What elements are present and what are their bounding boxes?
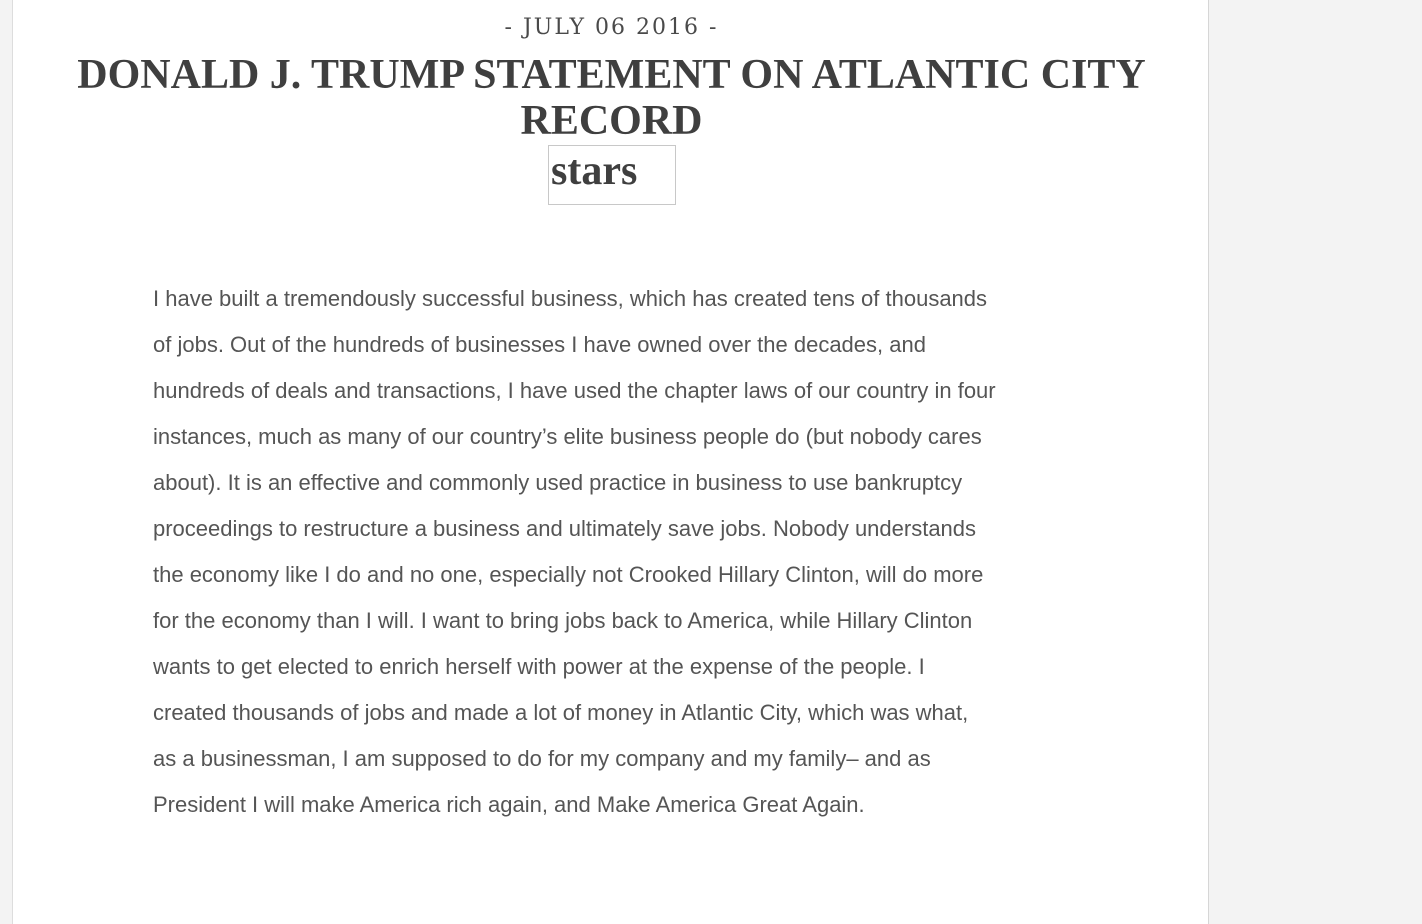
body-line: hundreds of deals and transactions, I have used the chapter laws of our country in four bbox=[153, 378, 996, 403]
body-line: proceedings to restructure a business and ultimately save jobs. Nobody understands bbox=[153, 516, 977, 541]
body-line: I have built a tremendously successful business, which has created tens of thousands bbox=[153, 286, 988, 311]
body-line: instances, much as many of our country’s elite business people do (but nobody cares bbox=[153, 424, 982, 449]
article-body bbox=[153, 276, 1093, 828]
body-line: of jobs. Out of the hundreds of businesses I have owned over the decades, and bbox=[153, 332, 926, 357]
article-title: DONALD J. TRUMP STATEMENT ON ATLANTIC CITY RECORD bbox=[77, 52, 1146, 144]
article-page bbox=[12, 0, 1209, 924]
body-line: about). It is an effective and commonly used practice in business to use bankruptcy bbox=[153, 470, 963, 495]
right-sidebar-area bbox=[1211, 0, 1422, 924]
article-date: - JULY 06 2016 - bbox=[504, 15, 719, 40]
body-line: the economy like I do and no one, especially not Crooked Hillary Clinton, will do more bbox=[153, 562, 984, 587]
body-line: for the economy than I will. I want to bring jobs back to America, while Hillary Clinton bbox=[153, 608, 973, 633]
body-line: wants to get elected to enrich herself with power at the expense of the people. I bbox=[153, 654, 925, 679]
body-line: as a businessman, I am supposed to do for my company and my family– and as bbox=[153, 746, 931, 771]
body-line: created thousands of jobs and made a lot of money in Atlantic City, which was what, bbox=[153, 700, 969, 725]
body-line: President I will make America rich again, and Make America Great Again. bbox=[153, 792, 865, 817]
stars-label-box: stars bbox=[548, 145, 676, 205]
